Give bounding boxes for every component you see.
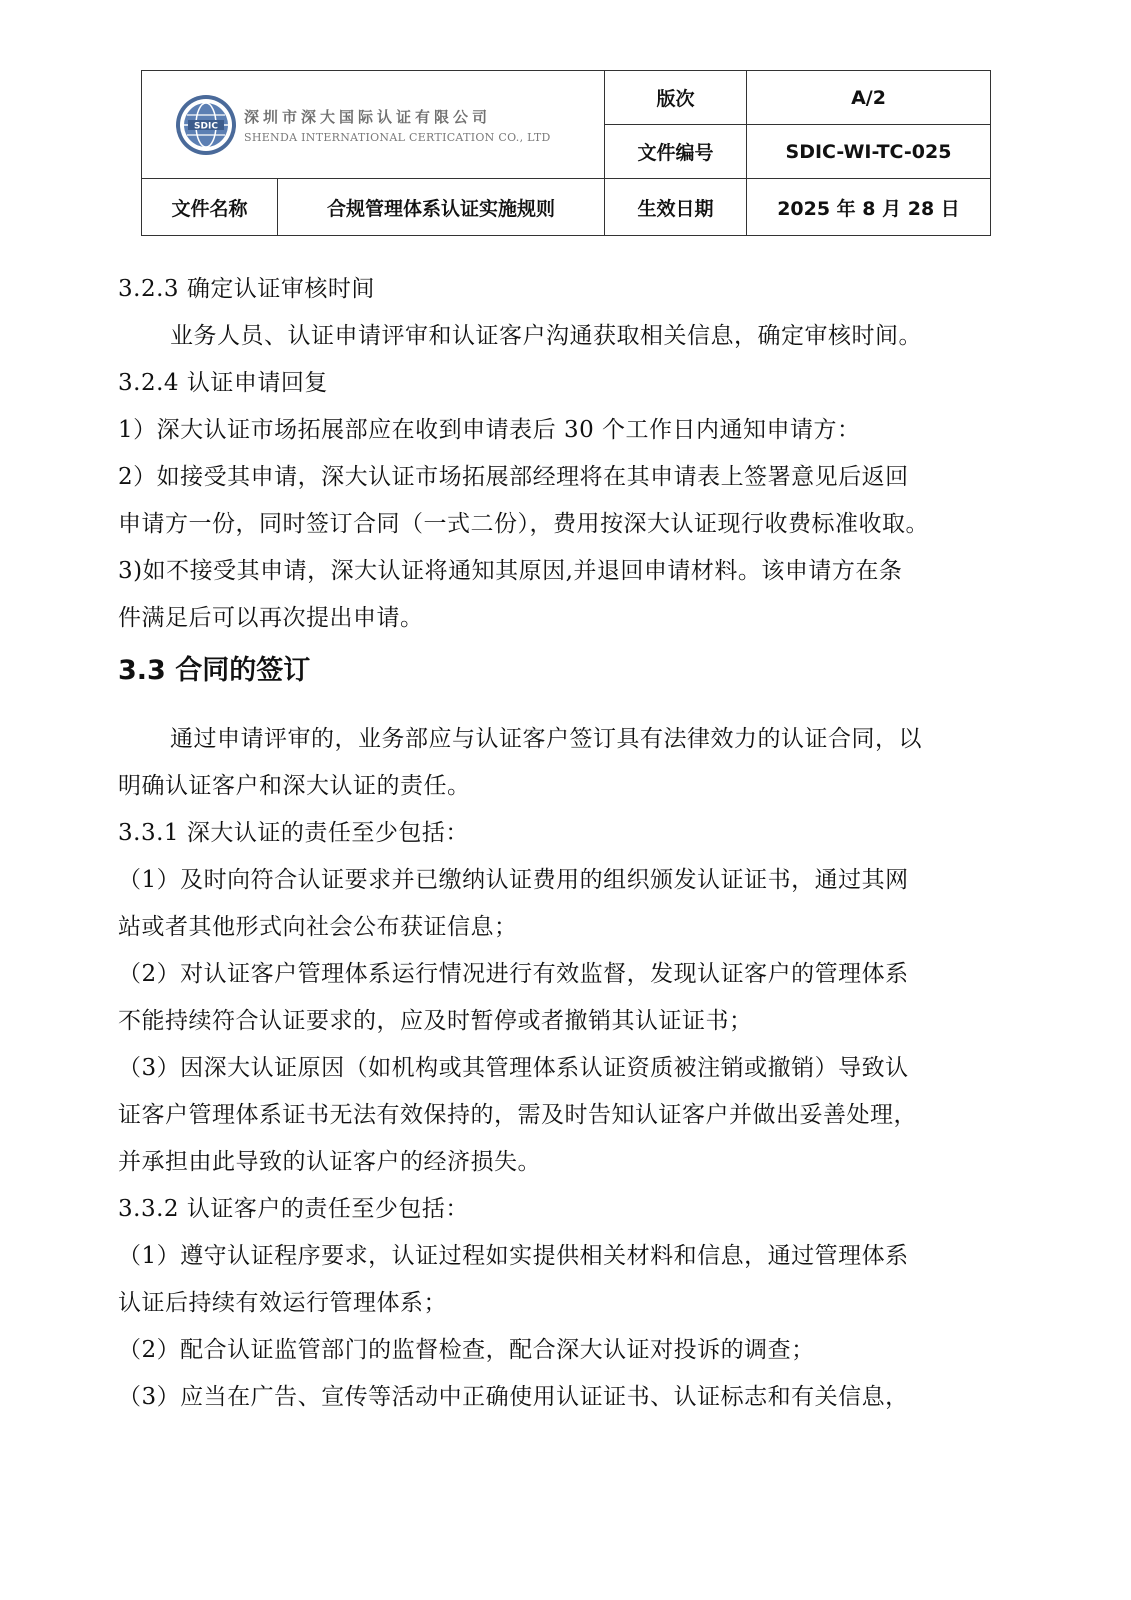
- doc-name-label: 文件名称: [142, 179, 278, 236]
- list-item: （3）应当在广告、宣传等活动中正确使用认证证书、认证标志和有关信息，: [118, 1384, 909, 1410]
- list-item-continued: 证客户管理体系证书无法有效保持的，需及时告知认证客户并做出妥善处理，: [118, 1102, 917, 1128]
- list-item: 1）深大认证市场拓展部应在收到申请表后 30 个工作日内通知申请方：: [118, 417, 861, 443]
- version-label: 版次: [605, 71, 747, 125]
- company-logo-cell: [142, 71, 605, 179]
- paragraph-continued: 明确认证客户和深大认证的责任。: [118, 773, 471, 799]
- section-3-2-3-title: 3.2.3 确定认证审核时间: [118, 276, 375, 302]
- list-item-continued: 件满足后可以再次提出申请。: [118, 605, 424, 631]
- document-header-table: [141, 70, 991, 236]
- list-item-continued: 站或者其他形式向社会公布获证信息；: [118, 914, 518, 940]
- effective-date-value: 2025 年 8 月 28 日: [747, 179, 991, 236]
- doc-number-label: 文件编号: [605, 125, 747, 179]
- section-3-2-4-title: 3.2.4 认证申请回复: [118, 370, 328, 396]
- list-item-continued: 不能持续符合认证要求的，应及时暂停或者撤销其认证证书；: [118, 1008, 753, 1034]
- list-item: 2）如接受其申请，深大认证市场拓展部经理将在其申请表上签署意见后返回: [118, 464, 909, 490]
- doc-name-value: 合规管理体系认证实施规则: [278, 179, 605, 236]
- list-item: （1）及时向符合认证要求并已缴纳认证费用的组织颁发认证证书，通过其网: [118, 867, 909, 893]
- list-item: （2）对认证客户管理体系运行情况进行有效监督，发现认证客户的管理体系: [118, 961, 909, 987]
- company-name-cn: 深圳市深大国际认证有限公司: [244, 107, 492, 126]
- list-item-continued: 申请方一份，同时签订合同（一式二份），费用按深大认证现行收费标准收取。: [118, 511, 929, 537]
- effective-date-label: 生效日期: [605, 179, 747, 236]
- list-item-continued: 并承担由此导致的认证客户的经济损失。: [118, 1149, 541, 1175]
- list-item: （3）因深大认证原因（如机构或其管理体系认证资质被注销或撤销）导致认: [118, 1055, 909, 1081]
- doc-number-value: SDIC-WI-TC-025: [747, 125, 991, 179]
- logo-mark-text: SDIC: [194, 121, 218, 131]
- paragraph: 业务人员、认证申请评审和认证客户沟通获取相关信息，确定审核时间。: [170, 323, 922, 349]
- company-logo-icon: [174, 93, 238, 157]
- paragraph: 通过申请评审的，业务部应与认证客户签订具有法律效力的认证合同，以: [170, 726, 922, 752]
- version-value: A/2: [747, 71, 991, 125]
- document-body: [118, 266, 1018, 1421]
- company-name-en: SHENDA INTERNATIONAL CERTICATION CO., LTD: [244, 130, 551, 144]
- section-3-3-heading: 3.3 合同的签订: [118, 655, 311, 686]
- list-item: 3)如不接受其申请，深大认证将通知其原因,并退回申请材料。该申请方在条: [118, 558, 903, 584]
- list-item-continued: 认证后持续有效运行管理体系；: [118, 1290, 447, 1316]
- list-item: （2）配合认证监管部门的监督检查，配合深大认证对投诉的调查；: [118, 1337, 815, 1363]
- list-item: （1）遵守认证程序要求，认证过程如实提供相关材料和信息，通过管理体系: [118, 1243, 909, 1269]
- section-3-3-1-title: 3.3.1 深大认证的责任至少包括：: [118, 820, 469, 846]
- section-3-3-2-title: 3.3.2 认证客户的责任至少包括：: [118, 1196, 469, 1222]
